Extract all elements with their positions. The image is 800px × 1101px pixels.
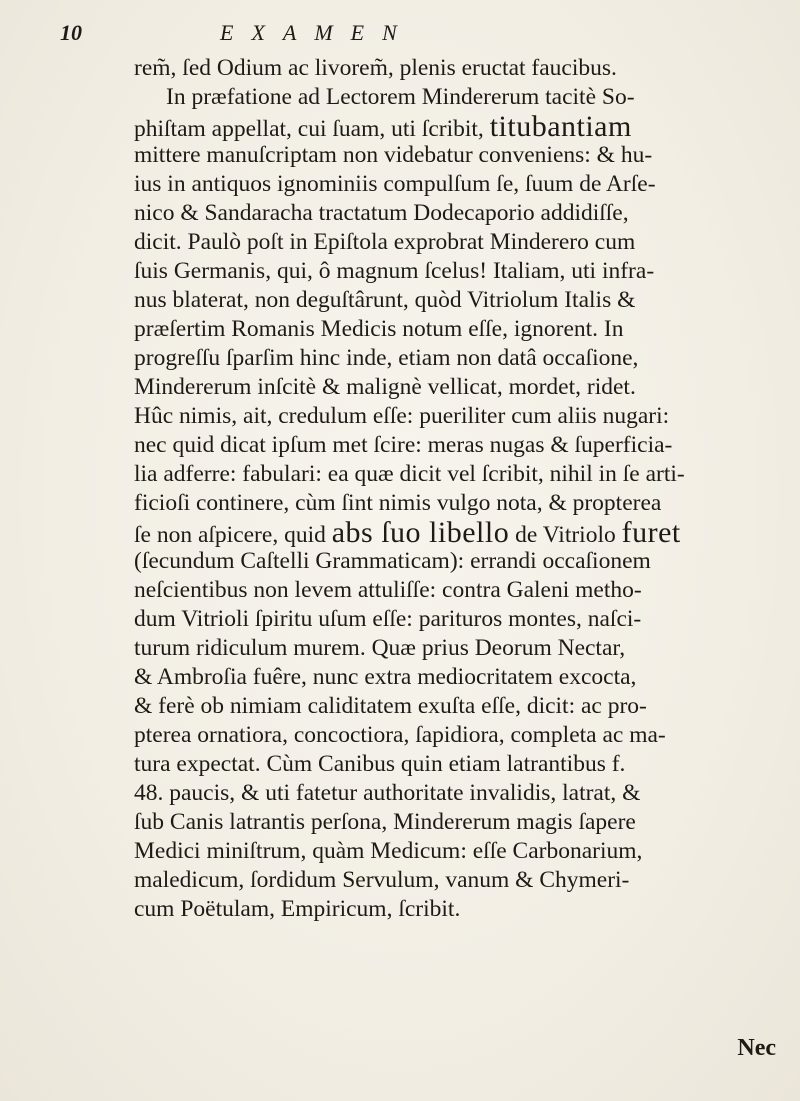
text-line: ſuis Germanis, qui, ô magnum ſcelus! Italiam, uti infra-: [134, 258, 655, 284]
text-segment: ſe non aſpicere, quid: [134, 522, 332, 547]
text-line: tura expectat. Cùm Canibus quin etiam latrantibus f.: [134, 751, 626, 777]
text-line: Medici miniſtrum, quàm Medicum: eſſe Carbonarium,: [134, 838, 643, 864]
text-line: cum Poëtulam, Empiricum, ſcribit.: [134, 896, 461, 922]
page-number: 10: [60, 20, 82, 45]
text-line: ficioſi continere, cùm ſint nimis vulgo nota, & propterea: [134, 490, 662, 516]
text-line: pterea ornatiora, concoctiora, ſapidiora, completa ac ma-: [134, 722, 666, 748]
text-line: progreſſu ſparſim hinc inde, etiam non datâ occaſione,: [134, 345, 639, 371]
text-segment: phiſtam appellat, cui ſuam, uti ſcribit,: [134, 116, 490, 141]
text-line: neſcientibus non levem attuliſſe: contra Galeni metho-: [134, 577, 642, 603]
text-line: ius in antiquos ignominiis compulſum ſe, ſuum de Arſe-: [134, 171, 656, 197]
text-line: nec quid dicat ipſum met ſcire: meras nugas & ſuperficia-: [134, 432, 673, 458]
text-line: Hûc nimis, ait, credulum eſſe: pueriliter cum aliis nugari:: [134, 403, 670, 429]
catchword: Nec: [737, 1035, 776, 1061]
text-line: In præfatione ad Lectorem Mindererum tacitè So-: [166, 84, 635, 110]
text-line: & Ambroſia fuêre, nunc extra mediocritatem excocta,: [134, 664, 637, 690]
running-head: [60, 20, 780, 54]
text-line: [134, 518, 794, 547]
text-line: 48. paucis, & uti fatetur authoritate invalidis, latrat, &: [134, 780, 641, 806]
text-line: mittere manuſcriptam non videbatur conveniens: & hu-: [134, 142, 653, 168]
text-line: Mindererum inſcitè & malignè vellicat, mordet, ridet.: [134, 374, 636, 400]
body-text: [134, 54, 794, 924]
emphasized-word: furet: [621, 518, 681, 547]
text-line: nus blaterat, non deguſtârunt, quòd Vitriolum Italis &: [134, 287, 636, 313]
text-line: lia adferre: fabulari: ea quæ dicit vel ſcribit, nihil in ſe arti-: [134, 461, 685, 487]
text-segment: de Vitriolo: [509, 522, 622, 547]
text-line: præſertim Romanis Medicis notum eſſe, ignorent. In: [134, 316, 624, 342]
text-line: rem̃, ſed Odium ac livorem̃, plenis eructat faucibus.: [134, 55, 617, 81]
text-line: ſub Canis latrantis perſona, Mindererum magis ſapere: [134, 809, 636, 835]
running-title: EXAMEN: [220, 20, 415, 45]
text-line: maledicum, ſordidum Servulum, vanum & Chymeri-: [134, 867, 630, 893]
text-line: dicit. Paulò poſt in Epiſtola exprobrat Minderero cum: [134, 229, 636, 255]
text-line: turum ridiculum murem. Quæ prius Deorum Nectar,: [134, 635, 626, 661]
text-line: (ſecundum Caſtelli Grammaticam): errandi occaſionem: [134, 548, 651, 574]
text-line: nico & Sandaracha tractatum Dodecaporio addidiſſe,: [134, 200, 629, 226]
text-line: [134, 112, 794, 141]
emphasized-phrase: abs ſuo libello: [331, 518, 510, 547]
emphasized-word: titubantiam: [489, 112, 632, 141]
text-line: dum Vitrioli ſpiritu uſum eſſe: parituros montes, naſci-: [134, 606, 642, 632]
text-line: & ferè ob nimiam caliditatem exuſta eſſe, dicit: ac pro-: [134, 693, 647, 719]
